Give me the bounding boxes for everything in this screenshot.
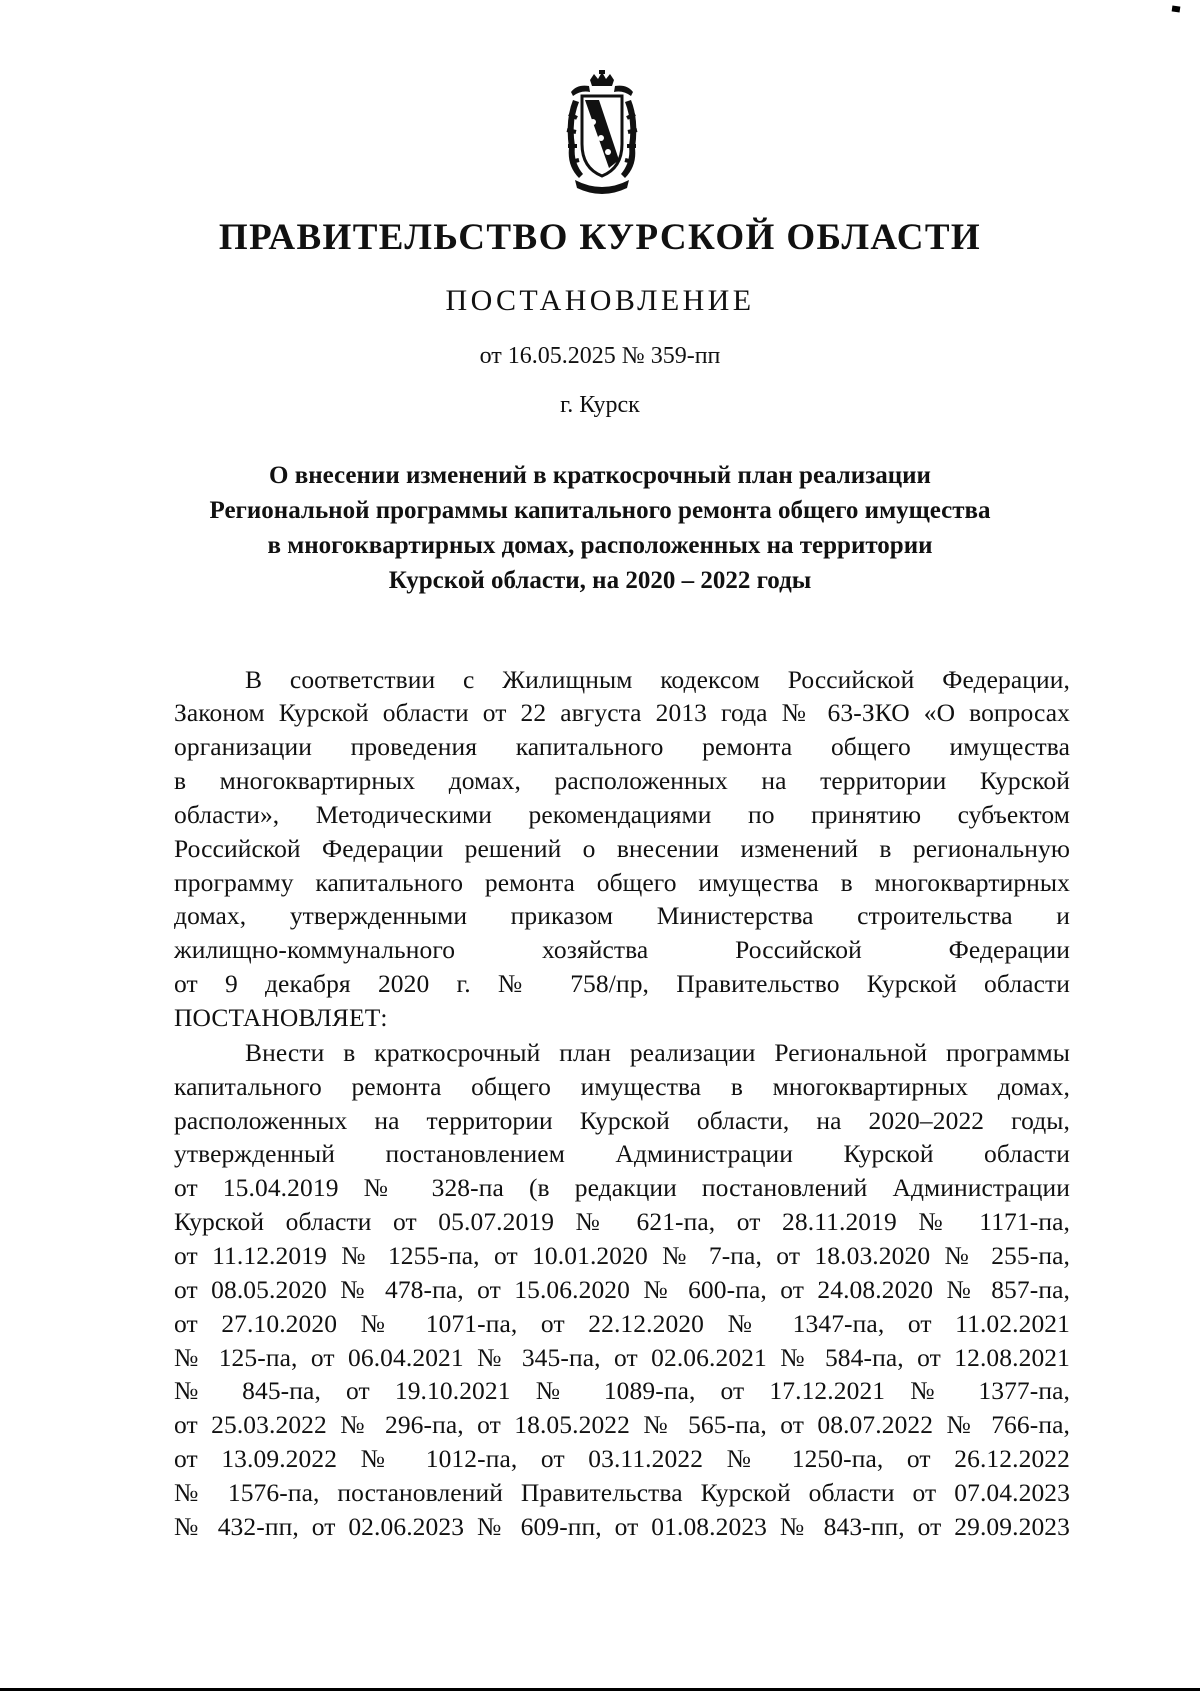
document-date-number: от 16.05.2025 № 359-пп bbox=[479, 343, 721, 369]
coat-of-arms-icon bbox=[563, 70, 641, 200]
body-text-line: расположенных на территории Курской области, на 2020–2022 годы, bbox=[174, 1106, 1070, 1135]
document-title-line: в многоквартирных домах, расположенных на территории bbox=[267, 532, 933, 559]
government-name: ПРАВИТЕЛЬСТВО КУРСКОЙ ОБЛАСТИ bbox=[218, 217, 982, 258]
body-text-line: области», Методическими рекомендациями по принятию субъектом bbox=[174, 800, 1070, 829]
document-title-line: О внесении изменений в краткосрочный план реализации bbox=[269, 462, 931, 489]
body-text-line: жилищно-коммунального хозяйства Российской Федерации bbox=[174, 935, 1070, 964]
body-text-line: от 27.10.2020 № 1071-па, от 22.12.2020 № 1347-па, от 11.02.2021 bbox=[174, 1309, 1070, 1338]
body-text-line: Законом Курской области от 22 августа 2013 года № 63-ЗКО «О вопросах bbox=[174, 698, 1070, 727]
scan-corner-mark bbox=[1172, 5, 1181, 12]
document-type: ПОСТАНОВЛЕНИЕ bbox=[445, 284, 755, 317]
body-text-line: организации проведения капитального ремонта общего имущества bbox=[174, 732, 1070, 761]
scan-bottom-edge bbox=[0, 1688, 1200, 1691]
body-text-line: Российской Федерации решений о внесении изменений в региональную bbox=[174, 834, 1070, 863]
body-text-line: в многоквартирных домах, расположенных на территории Курской bbox=[174, 766, 1070, 795]
document-title-line: Курской области, на 2020 – 2022 годы bbox=[388, 567, 812, 594]
body-text-line: Внести в краткосрочный план реализации Региональной программы bbox=[245, 1038, 1070, 1067]
body-text-line: капитального ремонта общего имущества в многоквартирных домах, bbox=[174, 1072, 1070, 1101]
body-text-line: от 08.05.2020 № 478-па, от 15.06.2020 № 600-па, от 24.08.2020 № 857-па, bbox=[174, 1275, 1070, 1304]
body-text-line: от 25.03.2022 № 296-па, от 18.05.2022 № 565-па, от 08.07.2022 № 766-па, bbox=[174, 1410, 1070, 1439]
body-text-line: № 1576-па, постановлений Правительства Курской области от 07.04.2023 bbox=[174, 1478, 1070, 1507]
body-text-line: № 125-па, от 06.04.2021 № 345-па, от 02.06.2021 № 584-па, от 12.08.2021 bbox=[174, 1343, 1070, 1372]
body-text-line: ПОСТАНОВЛЯЕТ: bbox=[174, 1003, 388, 1032]
body-text-line: № 845-па, от 19.10.2021 № 1089-па, от 17.12.2021 № 1377-па, bbox=[174, 1376, 1070, 1405]
body-text-line: от 9 декабря 2020 г. № 758/пр, Правительство Курской области bbox=[174, 969, 1070, 998]
body-text-line: утвержденный постановлением Администрации Курской области bbox=[174, 1139, 1070, 1168]
body-text-line: от 13.09.2022 № 1012-па, от 03.11.2022 № 1250-па, от 26.12.2022 bbox=[174, 1444, 1070, 1473]
body-text-line: программу капитального ремонта общего имущества в многоквартирных bbox=[174, 868, 1070, 897]
document-title-line: Региональной программы капитального ремонта общего имущества bbox=[209, 497, 991, 524]
document-city: г. Курск bbox=[560, 392, 640, 418]
body-text-line: домах, утвержденными приказом Министерства строительства и bbox=[174, 901, 1070, 930]
body-text-line: от 15.04.2019 № 328-па (в редакции постановлений Администрации bbox=[174, 1173, 1070, 1202]
body-text-line: № 432-пп, от 02.06.2023 № 609-пп, от 01.08.2023 № 843-пп, от 29.09.2023 bbox=[174, 1512, 1070, 1541]
body-text-line: В соответствии с Жилищным кодексом Российской Федерации, bbox=[245, 665, 1070, 694]
body-text-line: Курской области от 05.07.2019 № 621-па, от 28.11.2019 № 1171-па, bbox=[174, 1207, 1070, 1236]
body-text-line: от 11.12.2019 № 1255-па, от 10.01.2020 № 7-па, от 18.03.2020 № 255-па, bbox=[174, 1241, 1070, 1270]
